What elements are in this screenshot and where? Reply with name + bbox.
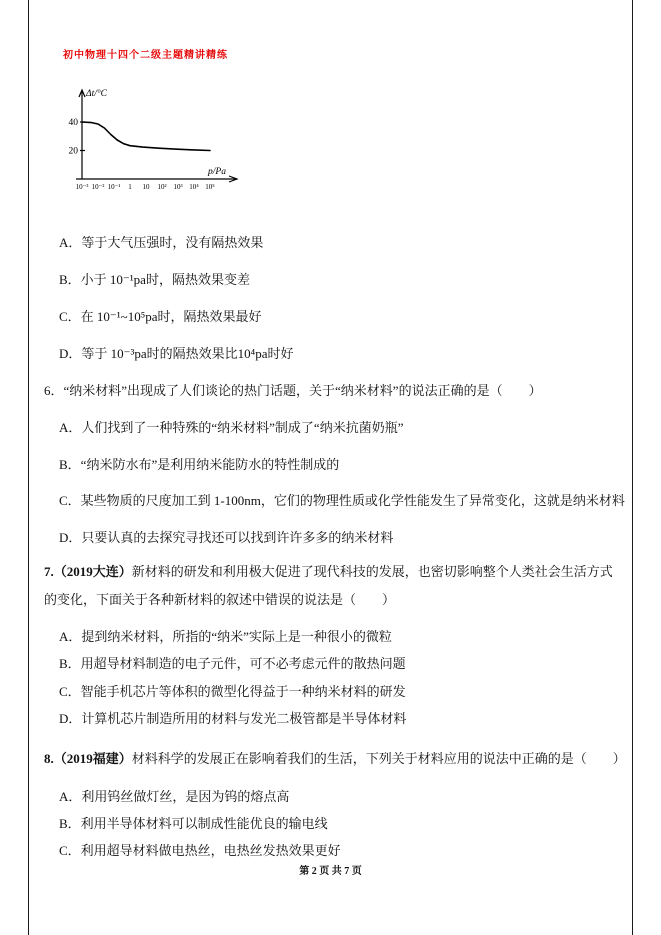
q8-stem [44, 748, 626, 767]
option-text: 智能手机芯片等体积的微型化得益于一种纳米材料的研发 [80, 684, 406, 699]
option-letter: D． [59, 711, 82, 726]
option-letter: A． [59, 789, 82, 804]
option-letter: A． [59, 420, 82, 435]
y-tick-label: 40 [68, 118, 78, 129]
q6-option-d [59, 527, 393, 546]
page-border-left [28, 0, 29, 935]
option-text: 用超导材料制造的电子元件，可不必考虑元件的散热问题 [80, 656, 406, 671]
x-tick-label: 1 [128, 183, 132, 191]
option-letter: A． [59, 235, 82, 250]
option-text: 小于 10⁻¹pa时，隔热效果变差 [80, 272, 250, 287]
option-text: 提到纳米材料，所指的“纳米”实际上是一种很小的微粒 [81, 629, 392, 644]
option-letter: C． [59, 309, 81, 324]
q7-option-c [59, 681, 406, 700]
option-letter: C． [59, 684, 81, 699]
x-tick-label: 10⁵ [205, 183, 215, 191]
q8-stem-text: 材料科学的发展正在影响着我们的生活，下列关于材料应用的说法中正确的是（ ） [131, 751, 626, 766]
document-title-header: 初中物理十四个二级主题精讲精练 [63, 50, 228, 61]
y-tick-label: 20 [68, 146, 78, 157]
option-text: 某些物质的尺度加工到 1-100nm，它们的物理性质或化学性能发生了异常变化，这就是纳米材料 [80, 493, 625, 508]
option-text: 等于 10⁻³pa时的隔热效果比10⁴pa时好 [81, 346, 294, 361]
option-letter: D． [59, 346, 82, 361]
x-tick-label: 10⁴ [189, 183, 199, 191]
option-text: 只要认真的去探究寻找还可以找到许许多多的纳米材料 [81, 530, 394, 545]
option-text: 在 10⁻¹~10⁵pa时，隔热效果最好 [80, 309, 262, 324]
chart-svg [52, 84, 262, 204]
q5-option-b [59, 269, 250, 288]
q6-option-a [59, 417, 403, 436]
q7-stem-text: 新材料的研发和利用极大促进了现代科技的发展，也密切影响整个人类社会生活方式的变化，下面关于各种新材料的叙述中错误的说法是（ ） [44, 564, 613, 607]
q7-option-a [59, 626, 392, 645]
q6-option-b [59, 454, 339, 473]
x-tick-label: 10² [157, 183, 167, 191]
option-letter: D． [59, 530, 82, 545]
page-footer: 第 2 页 共 7 页 [299, 866, 362, 877]
y-axis [79, 90, 85, 179]
page-border-right [632, 0, 633, 935]
q7-number-source: 7.（2019大连） [44, 564, 132, 579]
q7-stem [44, 558, 620, 613]
x-tick-label: 10⁻² [91, 183, 105, 191]
option-letter: A． [59, 629, 82, 644]
option-letter: B． [59, 816, 81, 831]
q7-option-d [59, 708, 406, 727]
q5-option-a [59, 232, 263, 251]
option-text: 人们找到了一种特殊的“纳米材料”制成了“纳米抗菌奶瓶” [81, 420, 404, 435]
x-tick-label: 10⁻³ [75, 183, 89, 191]
x-tick-label: 10³ [173, 183, 183, 191]
q6-stem: 6．“纳米材料”出现成了人们谈论的热门话题，关于“纳米材料”的说法正确的是（ ） [44, 383, 542, 398]
q7-option-b [59, 653, 406, 672]
option-letter: B． [59, 457, 81, 472]
q8-number-source: 8.（2019福建） [44, 751, 132, 766]
option-text: 利用钨丝做灯丝，是因为钨的熔点高 [81, 789, 290, 804]
q8-option-a [59, 786, 289, 805]
y-axis-label: Δt/°C [86, 89, 107, 99]
q8-option-c [59, 840, 341, 859]
option-letter: C． [59, 843, 81, 858]
option-text: 计算机芯片制造所用的材料与发光二极管都是半导体材料 [81, 711, 407, 726]
data-curve [82, 122, 210, 151]
option-letter: C． [59, 493, 81, 508]
q5-option-c [59, 306, 262, 325]
option-letter: B． [59, 656, 81, 671]
x-tick-label: 10 [142, 183, 150, 191]
x-axis-label: p/Pa [208, 167, 226, 177]
option-text: “纳米防水布”是利用纳米能防水的特性制成的 [80, 457, 340, 472]
q6-option-c [59, 490, 625, 509]
option-text: 等于大气压强时，没有隔热效果 [81, 235, 264, 250]
pressure-insulation-chart [52, 84, 262, 204]
option-letter: B． [59, 272, 81, 287]
x-tick-label: 10⁻¹ [107, 183, 121, 191]
option-text: 利用超导材料做电热丝，电热丝发热效果更好 [80, 843, 341, 858]
x-tick-labels [76, 183, 216, 191]
q5-option-d [59, 343, 293, 362]
option-text: 利用半导体材料可以制成性能优良的输电线 [80, 816, 328, 831]
q8-option-b [59, 813, 328, 832]
